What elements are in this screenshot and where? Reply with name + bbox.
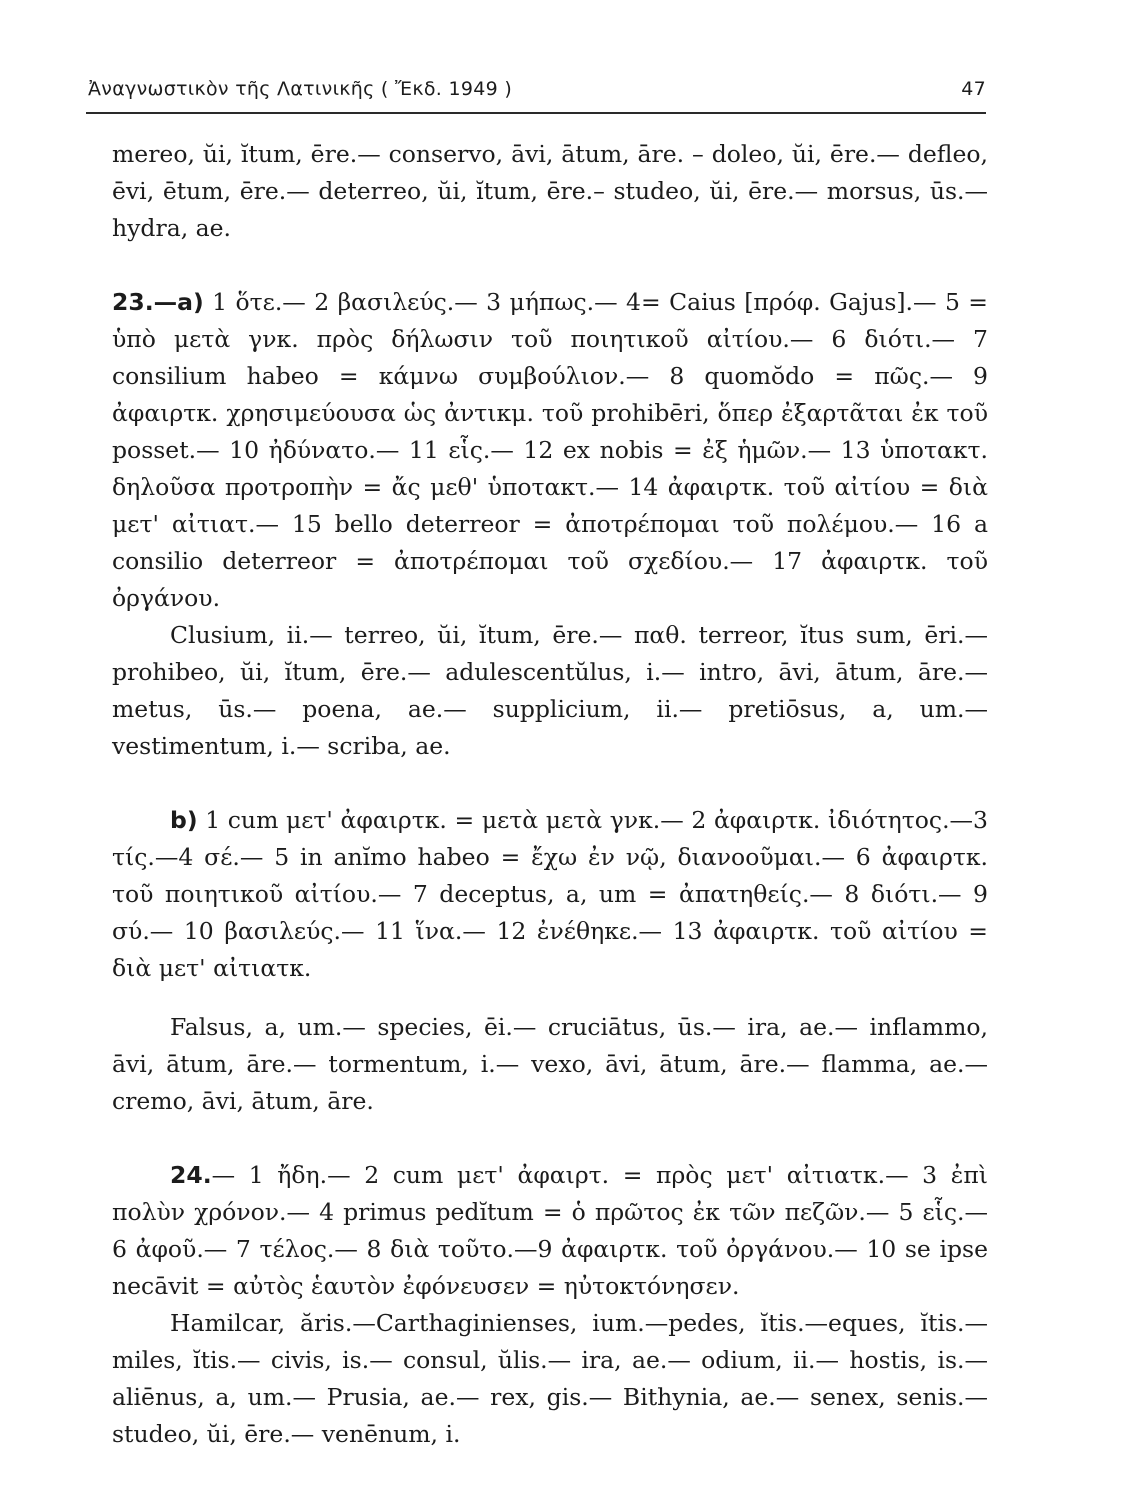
vocabulary-paragraph: Hamilcar, ăris.—Carthaginienses, ium.—pedes, ĭtis.—eques, ĭtis.— miles, ĭtis.— civis, is.— consul, ŭlis.— ira, ae.— odium, ii.— hostis, is.—aliēnus, a, um.— Prusia, ae.— rex, gis.— Bithynia, ae.— senex, senis.— studeo, ŭi, ēre.— venēnum, i. xyxy=(112,1309,988,1448)
section-label: b) xyxy=(170,806,198,834)
section-label: 24. xyxy=(170,1161,212,1189)
paragraph-gap xyxy=(112,987,988,1009)
exercise-notes-23b: b) 1 cum μετ' ἀφαιρτκ. = μετὰ μετὰ γνκ.— 2 ἀφαιρτκ. ἰδιότητος.—3 τίς.—4 σέ.— 5 in anĭmo habeo = ἔχω ἐν νῷ, διανοοῦμαι.— 6 ἀφαιρτκ. τοῦ ποιητικοῦ αἰτίου.— 7 deceptus, a, um = ἀπατηθείς.— 8 διότι.— 9 σύ.— 10 βασιλεύς.— 11 ἵνα.— 12 ἐνέθηκε.— 13 ἀφαιρτκ. τοῦ αἰτίου = διὰ μετ' αἰτιατκ. xyxy=(112,806,988,982)
header-rule xyxy=(86,112,986,114)
page-number: 47 xyxy=(961,78,986,100)
vocabulary-paragraph: Clusium, ii.— terreo, ŭi, ĭtum, ēre.— παθ. terreor, ĭtus sum, ēri.— prohibeo, ŭi, ĭtum, ēre.— adulescentŭlus, i.— intro, āvi, ātum, āre.— metus, ūs.— poena, ae.— supplicium, ii.— pretiōsus, a, um.— vestimentum, i.— scriba, ae. xyxy=(112,621,988,760)
vocabulary-paragraph: mereo, ŭi, ĭtum, ēre.— conservo, āvi, ātum, āre. – doleo, ŭi, ēre.— defleo, ēvi, ētum, ēre.— deterreo, ŭi, ĭtum, ēre.– studeo, ŭi, ēre.— morsus, ūs.— hydra, ae. xyxy=(112,140,988,242)
vocabulary-paragraph: Falsus, a, um.— species, ēi.— cruciātus, ūs.— ira, ae.— inflammo, āvi, ātum, āre.— tormentum, i.— vexo, āvi, ātum, āre.— flamma, ae.— cremo, āvi, ātum, āre. xyxy=(112,1013,988,1115)
section-gap xyxy=(112,765,988,802)
exercise-notes-24: 24.— 1 ἤδη.— 2 cum μετ' ἀφαιρτ. = πρὸς μετ' αἰτιατκ.— 3 ἐπὶ πολὺν χρόνον.— 4 primus pedĭtum = ὁ πρῶτος ἐκ τῶν πεζῶν.— 5 εἷς.— 6 ἀφοῦ.— 7 τέλος.— 8 διὰ τοῦτο.—9 ἀφαιρτκ. τοῦ ὀργάνου.— 10 se ipse necāvit = αὐτὸς ἑαυτὸν ἐφόνευσεν = ηὐτοκτόνησεν. xyxy=(112,1161,988,1300)
section-gap xyxy=(112,1120,988,1157)
page-body xyxy=(112,136,988,1453)
book-title: Ἀναγνωστικὸν τῆς Λατινικῆς ( Ἔκδ. 1949 ) xyxy=(88,78,513,100)
section-label: 23.—a) xyxy=(112,288,204,316)
running-head xyxy=(88,78,986,100)
exercise-notes-23a: 23.—a) 1 ὅτε.— 2 βασιλεύς.— 3 μήπως.— 4= Caius [πρόφ. Gajus].— 5 = ὑπὸ μετὰ γνκ. πρὸς δήλωσιν τοῦ ποιητικοῦ αἰτίου.— 6 διότι.— 7 consilium habeo = κάμνω συμβούλιον.— 8 quomŏdo = πῶς.— 9 ἀφαιρτκ. χρησιμεύουσα ὡς ἀντικμ. τοῦ prohibēri, ὅπερ ἐξαρτᾶται ἐκ τοῦ posset.— 10 ἠδύνατο.— 11 εἷς.— 12 ex nobis = ἐξ ἡμῶν.— 13 ὑποτακτ. δηλοῦσα προτροπὴν = ἄς μεθ' ὑποτακτ.— 14 ἀφαιρτκ. τοῦ αἰτίου = διὰ μετ' αἰτιατ.— 15 bello deterreor = ἀποτρέπομαι τοῦ πολέμου.— 16 a consilio deterreor = ἀποτρέπομαι τοῦ σχεδίου.— 17 ἀφαιρτκ. τοῦ ὀργάνου. xyxy=(112,288,988,612)
section-gap xyxy=(112,247,988,284)
